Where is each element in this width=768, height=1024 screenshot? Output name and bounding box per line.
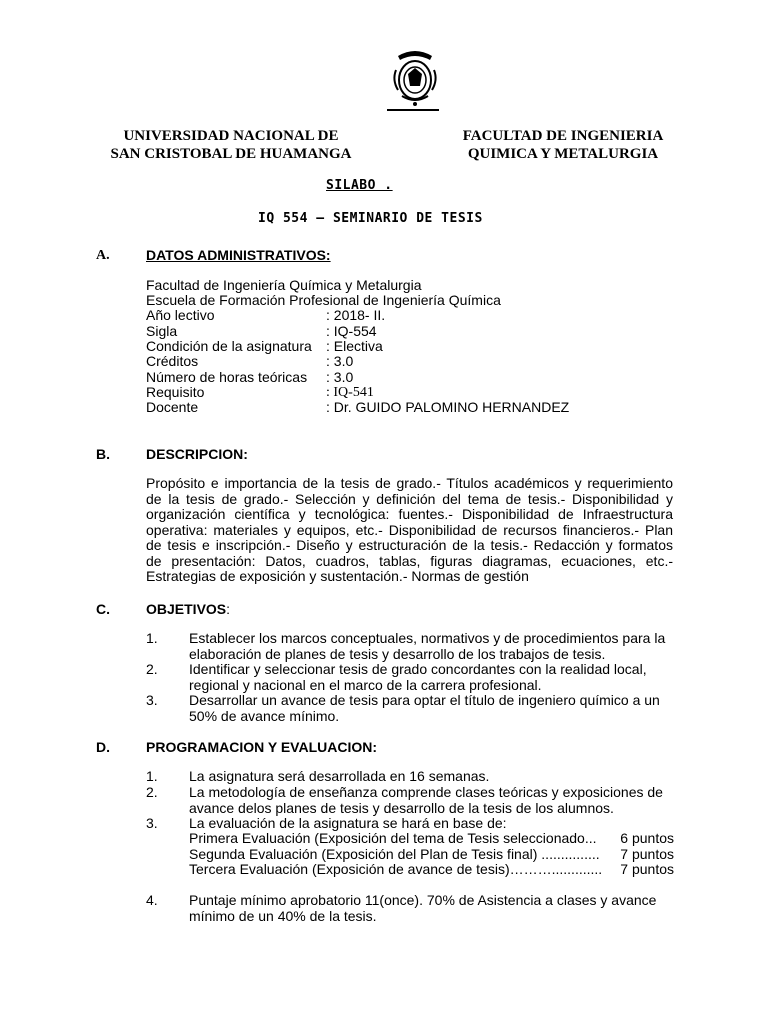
evaluation-points: 6 puntos xyxy=(620,830,674,846)
section-c-letter: C. xyxy=(96,601,110,617)
section-a-letter: A. xyxy=(96,248,110,263)
evaluation-label: Tercera Evaluación (Exposición de avance de tesis)………............. xyxy=(189,861,603,877)
field-key: Año lectivo xyxy=(146,307,215,323)
evaluation-label: Primera Evaluación (Exposición del tema de Tesis seleccionado... xyxy=(189,830,597,846)
section-a-heading: DATOS ADMINISTRATIVOS: xyxy=(146,247,331,263)
field-value: : IQ-541 xyxy=(326,385,374,400)
program-item xyxy=(0,785,768,817)
field-row xyxy=(0,400,768,415)
field-key: Créditos xyxy=(146,353,199,369)
paragraph-line: de tesis e inscripción.- Diseño y estructuración de la tesis.- Redacción y formatos xyxy=(146,537,673,553)
section-d-heading: PROGRAMACION Y EVALUACION: xyxy=(146,739,378,755)
field-value: : Dr. GUIDO PALOMINO HERNANDEZ xyxy=(326,399,570,415)
field-row xyxy=(0,308,768,323)
field-value: : Electiva xyxy=(326,338,383,354)
evaluation-row xyxy=(0,831,768,847)
item-line: La evaluación de la asignatura se hará en base de: xyxy=(189,815,507,831)
objective-item xyxy=(0,631,768,663)
item-line: elaboración de planes de tesis y desarrollo de los trabajos de tesis. xyxy=(189,645,606,662)
evaluation-points: 7 puntos xyxy=(620,846,674,862)
item-line: La metodología de enseñanza comprende clases teóricas y exposiciones de xyxy=(189,784,663,800)
item-number: 2. xyxy=(146,784,158,800)
faculty-name xyxy=(452,127,674,163)
field-value: : 3.0 xyxy=(326,353,354,369)
course-title: IQ 554 – SEMINARIO DE TESIS xyxy=(258,211,483,226)
program-item xyxy=(0,769,768,785)
evaluation-label: Segunda Evaluación (Exposición del Plan de Tesis final) ............... xyxy=(189,846,600,862)
program-item xyxy=(0,893,768,925)
item-line: 50% de avance mínimo. xyxy=(189,707,340,724)
item-number: 1. xyxy=(146,768,158,784)
item-line: Identificar y seleccionar tesis de grado concordantes con la realidad local, xyxy=(189,661,647,677)
description-paragraph xyxy=(146,476,673,585)
evaluation-points: 7 puntos xyxy=(620,861,674,877)
paragraph-line: Estrategias de exposición y sustentación.- Normas de gestión xyxy=(146,568,529,584)
item-line: La asignatura será desarrollada en 16 semanas. xyxy=(189,768,490,784)
field-value: : 3.0 xyxy=(326,368,354,385)
item-line: Desarrollar un avance de tesis para optar el título de ingeniero químico a un xyxy=(189,692,660,708)
section-b-letter: B. xyxy=(96,446,110,462)
field-row xyxy=(0,339,768,354)
item-number: 3. xyxy=(146,692,158,708)
objective-item xyxy=(0,662,768,694)
section-d-letter: D. xyxy=(96,739,110,755)
item-number: 2. xyxy=(146,661,158,677)
section-c-heading-colon: : xyxy=(226,601,231,617)
university-line-1: UNIVERSIDAD NACIONAL DE xyxy=(123,128,339,144)
item-number: 3. xyxy=(146,815,158,831)
item-line: regional y nacional en el marco de la carrera profesional. xyxy=(189,676,542,693)
item-number: 1. xyxy=(146,630,158,646)
section-c-heading-text: OBJETIVOS xyxy=(146,601,227,617)
faculty-line-1: FACULTAD DE INGENIERIA xyxy=(462,128,664,144)
field-key: Condición de la asignatura xyxy=(146,338,312,354)
evaluation-row xyxy=(0,862,768,878)
faculty-line-2: QUIMICA Y METALURGIA xyxy=(467,146,659,162)
item-number: 4. xyxy=(146,892,158,908)
university-line-2: SAN CRISTOBAL DE HUAMANGA xyxy=(110,146,352,162)
paragraph-line: Propósito e importancia de la tesis de grado.- Títulos académicos y requerimiento xyxy=(146,475,673,491)
paragraph-line: de la tesis de grado.- Selección y definición del tema de tesis.- Disponibilidad y xyxy=(146,490,673,507)
field-key: Sigla xyxy=(146,322,178,339)
faculty-line: Facultad de Ingeniería Química y Metalurgia xyxy=(146,277,422,293)
field-row xyxy=(0,370,768,385)
item-line: avance delos planes de tesis y desarrollo de la tesis de los alumnos. xyxy=(189,799,614,816)
school-line: Escuela de Formación Profesional de Ingeniería Química xyxy=(146,292,501,308)
field-row xyxy=(0,324,768,339)
item-line: Puntaje mínimo aprobatorio 11(once). 70% de Asistencia a clases y avance xyxy=(189,892,657,908)
section-c-heading xyxy=(146,601,230,617)
field-key: Número de horas teóricas xyxy=(146,368,308,385)
field-value: : 2018- II. xyxy=(326,307,386,323)
paragraph-line: operativa: materiales y equipos, etc.- Disponibilidad de recursos financieros.- Plan xyxy=(146,521,673,538)
university-name xyxy=(96,127,366,163)
field-value: : IQ-554 xyxy=(326,322,377,339)
section-b-heading: DESCRIPCION: xyxy=(146,446,248,462)
paragraph-line: de presentación: Datos, cuadros, tablas, figuras diagramas, ecuaciones, etc.- xyxy=(146,552,673,569)
document-title: SILABO . xyxy=(326,178,393,193)
objective-item xyxy=(0,693,768,725)
item-line: Establecer los marcos conceptuales, normativos y de procedimientos para la xyxy=(189,630,666,646)
paragraph-line: organización científica y tecnológica: fuentes.- Disponibilidad de Infraestructura xyxy=(146,506,673,522)
field-row xyxy=(0,354,768,369)
item-line: mínimo de un 40% de la tesis. xyxy=(189,907,377,924)
field-key: Requisito xyxy=(146,384,205,400)
field-key: Docente xyxy=(146,399,199,415)
field-row xyxy=(0,385,768,400)
seal-underline xyxy=(387,109,439,111)
university-seal-icon xyxy=(390,46,440,110)
